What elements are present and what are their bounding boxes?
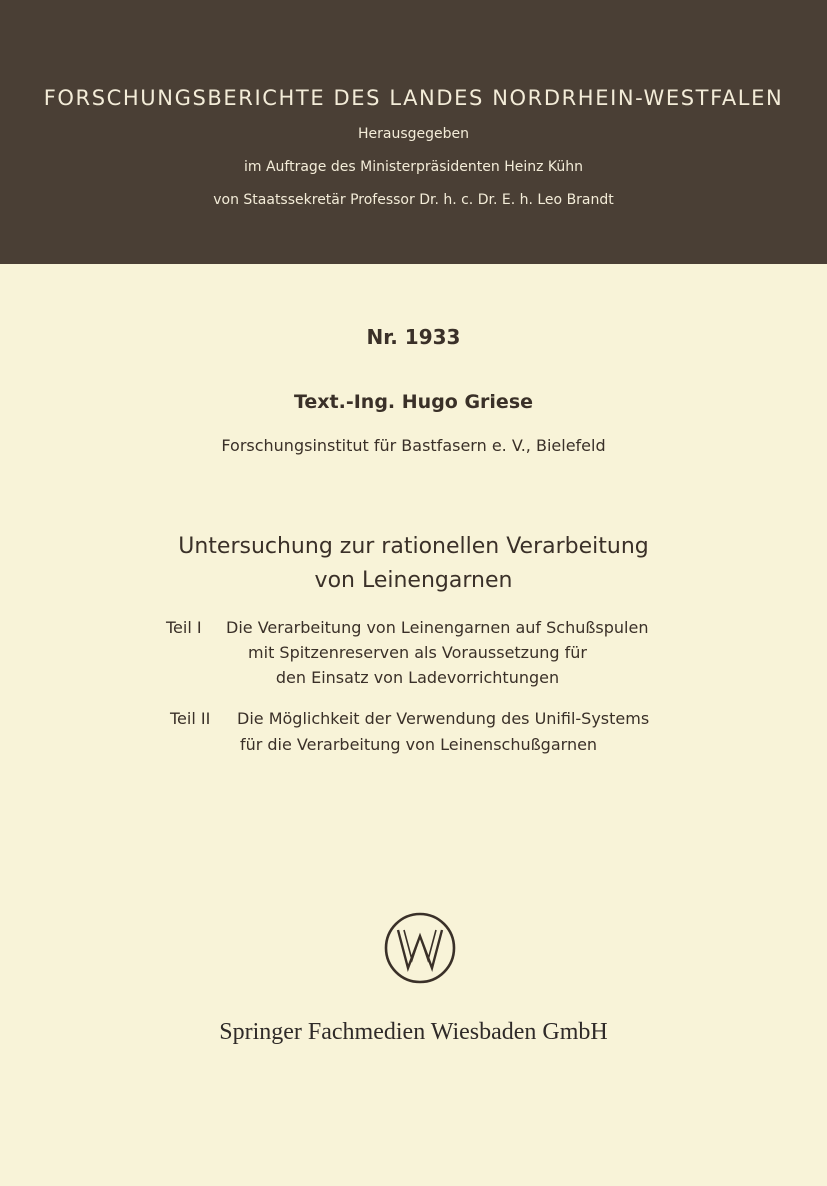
series-title: FORSCHUNGSBERICHTE DES LANDES NORDRHEIN-WESTFALEN <box>43 86 784 110</box>
report-number: Nr. 1933 <box>366 325 461 349</box>
part-2-line-2: für die Verarbeitung von Leinenschußgarnen <box>239 735 598 754</box>
editor-line: Herausgegeben <box>357 126 469 142</box>
editor-name-line: von Staatssekretär Professor Dr. h. c. Dr. E. h. Leo Brandt <box>213 192 614 208</box>
part-1-line-1: Die Verarbeitung von Leinengarnen auf Schußspulen <box>226 618 649 637</box>
part-1-label: Teil I <box>166 618 202 637</box>
part-1-line-2: mit Spitzenreserven als Voraussetzung für <box>248 643 587 662</box>
publisher-name: Springer Fachmedien Wiesbaden GmbH <box>219 1019 608 1045</box>
header-band <box>0 0 827 264</box>
author-name: Text.-Ing. Hugo Griese <box>293 391 534 413</box>
publisher-w-logo-icon <box>384 912 456 984</box>
book-title-line-1: Untersuchung zur rationellen Verarbeitung <box>178 534 649 559</box>
part-1-line-3: den Einsatz von Ladevorrichtungen <box>275 668 560 687</box>
author-institute: Forschungsinstitut für Bastfasern e. V., Bielefeld <box>221 436 606 455</box>
part-2-line-1: Die Möglichkeit der Verwendung des Unifil-Systems <box>237 709 650 728</box>
book-title-line-2: von Leinengarnen <box>314 568 513 593</box>
commission-line: im Auftrage des Ministerpräsidenten Heinz Kühn <box>243 159 584 175</box>
part-2-label: Teil II <box>170 709 211 728</box>
